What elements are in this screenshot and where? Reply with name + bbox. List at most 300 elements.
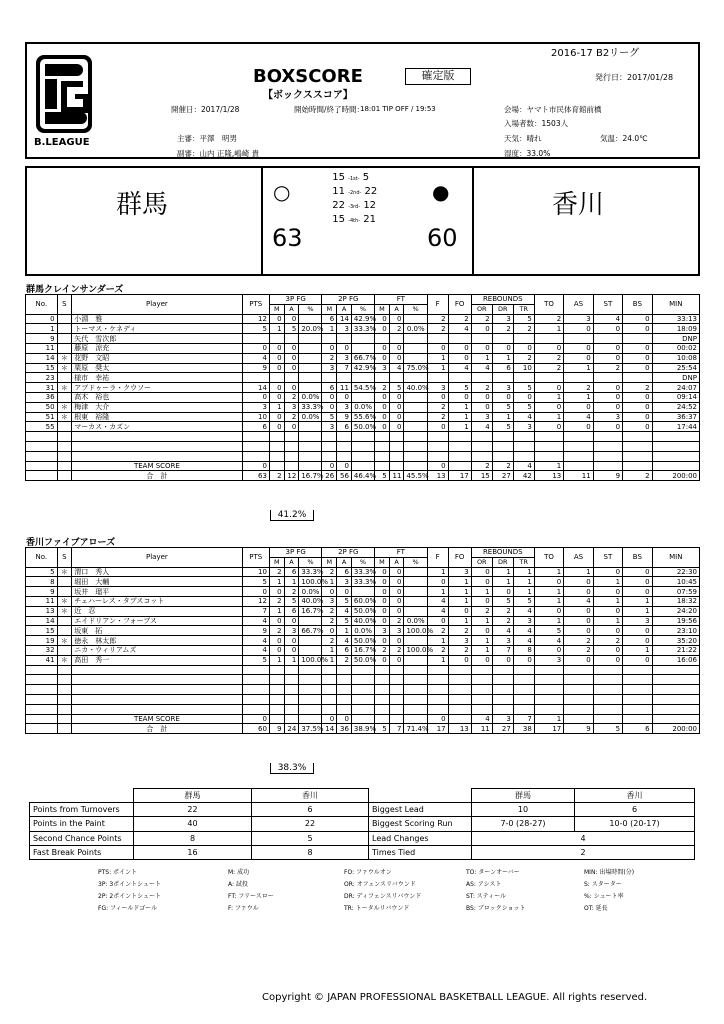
legend-item: 2P: 2ポイントシュート: [98, 893, 162, 900]
table-cell: 7: [242, 606, 269, 616]
table-cell: 0: [427, 714, 448, 724]
table-cell: DNP: [652, 334, 699, 344]
table-cell: [72, 451, 242, 461]
column-subheader: TR: [513, 557, 534, 567]
table-cell: [72, 432, 242, 442]
table-cell: 0: [593, 606, 622, 616]
table-cell: 花野 文昭: [72, 353, 242, 363]
table-cell: マーカス・カズン: [72, 422, 242, 432]
table-cell: 3: [513, 616, 534, 626]
table-cell: 2: [389, 324, 404, 334]
table-cell: 1: [513, 567, 534, 577]
table-cell: 0: [448, 392, 471, 402]
table-cell: 0: [623, 655, 652, 665]
table-cell: [404, 373, 427, 383]
table-cell: [492, 675, 513, 685]
table-cell: 2: [492, 606, 513, 616]
table-cell: 4: [513, 606, 534, 616]
table-cell: 0: [284, 645, 299, 655]
table-cell: 14: [242, 383, 269, 393]
player-row: [26, 616, 700, 626]
table-cell: 3: [389, 626, 404, 636]
table-cell: [351, 587, 374, 597]
total-cell: 38.9%: [351, 724, 374, 734]
home-total-score: 63: [272, 224, 303, 252]
table-cell: [404, 714, 427, 724]
player-row: [26, 402, 700, 412]
table-cell: 矢代 雪次郎: [72, 334, 242, 344]
table-cell: 栗原 奨太: [72, 363, 242, 373]
table-cell: [284, 685, 299, 695]
table-cell: [351, 685, 374, 695]
table-cell: 3: [322, 422, 337, 432]
table-cell: 0: [322, 714, 337, 724]
table-cell: 0: [322, 626, 337, 636]
table-cell: 0: [375, 616, 390, 626]
table-cell: [57, 461, 72, 471]
table-cell: 0: [623, 343, 652, 353]
table-cell: 0: [623, 636, 652, 646]
table-cell: 33:13: [652, 314, 699, 324]
table-cell: [404, 704, 427, 714]
table-cell: TEAM SCORE: [72, 714, 242, 724]
table-cell: [242, 451, 269, 461]
table-cell: 1: [492, 567, 513, 577]
table-cell: [322, 432, 337, 442]
empty-row: [26, 432, 700, 442]
table-cell: 2: [427, 412, 448, 422]
table-cell: [448, 675, 471, 685]
table-cell: [337, 704, 352, 714]
quarter-row: 15 -4th- 21: [332, 214, 377, 225]
summary-table: [29, 788, 695, 860]
table-cell: [448, 704, 471, 714]
table-cell: [492, 373, 513, 383]
table-cell: 0: [389, 655, 404, 665]
table-cell: ニカ・ウィリアムズ: [72, 645, 242, 655]
column-header: FT: [375, 548, 428, 558]
total-cell: 14: [322, 724, 337, 734]
player-row: [26, 422, 700, 432]
table-cell: 10: [513, 363, 534, 373]
total-cell: 9: [564, 724, 593, 734]
table-cell: 1: [322, 577, 337, 587]
table-cell: 0: [593, 587, 622, 597]
table-cell: 0: [593, 626, 622, 636]
table-cell: [375, 665, 390, 675]
column-header: ST: [593, 548, 622, 568]
player-row: [26, 587, 700, 597]
player-row: [26, 655, 700, 665]
table-cell: 0: [284, 636, 299, 646]
table-cell: [448, 685, 471, 695]
table-cell: 54.5%: [351, 383, 374, 393]
table-cell: [26, 441, 58, 451]
column-subheader: DR: [492, 304, 513, 314]
table-cell: [26, 451, 58, 461]
table-cell: [389, 461, 404, 471]
player-row: [26, 577, 700, 587]
table-cell: 3: [242, 402, 269, 412]
table-cell: 0: [623, 412, 652, 422]
table-cell: [269, 334, 284, 344]
table-cell: [471, 334, 492, 344]
table-cell: [404, 577, 427, 587]
table-cell: 2: [375, 383, 390, 393]
table-cell: 3: [337, 577, 352, 587]
table-cell: 1: [534, 616, 563, 626]
table-cell: [623, 704, 652, 714]
table-cell: 1: [593, 596, 622, 606]
table-cell: 6: [492, 363, 513, 373]
table-cell: 3: [534, 655, 563, 665]
table-cell: 4: [242, 616, 269, 626]
table-cell: 14: [337, 314, 352, 324]
legend-item: A: 試投: [228, 881, 248, 888]
table-cell: [471, 665, 492, 675]
table-cell: 3: [492, 383, 513, 393]
table-header-row: [26, 548, 700, 558]
quarter-row: 22 -3rd- 12: [332, 200, 377, 211]
table-cell: [351, 343, 374, 353]
table-cell: [448, 714, 471, 724]
table-cell: 5: [337, 616, 352, 626]
table-cell: 12: [242, 596, 269, 606]
table-cell: 0.0%: [351, 402, 374, 412]
table-cell: [242, 685, 269, 695]
table-cell: [57, 626, 72, 636]
table-cell: [564, 665, 593, 675]
table-cell: [471, 704, 492, 714]
column-header: FT: [375, 295, 428, 305]
table-cell: 0: [375, 606, 390, 616]
total-cell: 13: [427, 471, 448, 481]
table-cell: 24:07: [652, 383, 699, 393]
total-row: [26, 724, 700, 734]
table-cell: 2: [375, 645, 390, 655]
table-cell: [57, 694, 72, 704]
table-cell: 0: [492, 343, 513, 353]
table-cell: 4: [242, 645, 269, 655]
table-cell: 2: [513, 324, 534, 334]
table-cell: [269, 461, 284, 471]
table-cell: 0: [492, 655, 513, 665]
table-cell: [26, 685, 58, 695]
table-cell: 0: [427, 577, 448, 587]
table-cell: [564, 704, 593, 714]
table-cell: 0: [389, 587, 404, 597]
table-cell: 0: [375, 636, 390, 646]
table-cell: [72, 665, 242, 675]
table-cell: [623, 685, 652, 695]
legend-item: FT: フリースロー: [228, 893, 274, 900]
table-cell: 1: [448, 412, 471, 422]
table-cell: 0: [564, 343, 593, 353]
table-cell: [337, 675, 352, 685]
table-cell: [242, 441, 269, 451]
table-cell: ＊: [57, 383, 72, 393]
table-cell: 0: [389, 636, 404, 646]
table-cell: 0: [623, 363, 652, 373]
table-cell: 51: [26, 412, 58, 422]
table-cell: 32: [26, 645, 58, 655]
table-cell: 11: [26, 343, 58, 353]
table-cell: 1: [492, 577, 513, 587]
table-cell: 1: [448, 422, 471, 432]
table-cell: 3: [492, 714, 513, 724]
table-cell: 15: [26, 363, 58, 373]
table-cell: 2: [427, 314, 448, 324]
away-team-name: 香川: [552, 190, 605, 220]
total-cell: 27: [492, 471, 513, 481]
table-cell: 5: [448, 383, 471, 393]
table-cell: 6: [322, 314, 337, 324]
sub-referee: 副審：山内 正隆,嶋崎 貴: [177, 149, 260, 158]
table-cell: 渭口 秀人: [72, 567, 242, 577]
table-cell: 2: [322, 606, 337, 616]
table-cell: 24:20: [652, 606, 699, 616]
table-cell: 0: [269, 363, 284, 373]
table-cell: [389, 451, 404, 461]
table-cell: 2: [534, 314, 563, 324]
total-cell: 12: [284, 471, 299, 481]
table-cell: 2: [564, 383, 593, 393]
column-header: AS: [564, 548, 593, 568]
away-boxscore-table: [25, 547, 700, 734]
column-subheader: DR: [492, 557, 513, 567]
table-cell: [269, 685, 284, 695]
table-cell: 3: [427, 383, 448, 393]
total-cell: 6: [623, 724, 652, 734]
column-header: No.: [26, 295, 58, 315]
table-cell: [375, 441, 390, 451]
table-cell: 0: [534, 577, 563, 587]
empty-row: [26, 685, 700, 695]
table-cell: [351, 714, 374, 724]
table-cell: [564, 675, 593, 685]
table-cell: [269, 704, 284, 714]
table-cell: [72, 704, 242, 714]
table-cell: 0: [269, 645, 284, 655]
table-cell: [351, 451, 374, 461]
table-cell: [593, 665, 622, 675]
table-cell: 0: [322, 587, 337, 597]
table-cell: ＊: [57, 363, 72, 373]
table-cell: [351, 665, 374, 675]
table-cell: [57, 675, 72, 685]
table-cell: 1: [284, 577, 299, 587]
table-cell: [404, 392, 427, 402]
table-cell: 0: [284, 353, 299, 363]
table-cell: 0: [534, 422, 563, 432]
table-cell: 5: [284, 596, 299, 606]
table-cell: 6: [284, 606, 299, 616]
table-cell: [471, 694, 492, 704]
table-cell: 1: [448, 596, 471, 606]
table-cell: [26, 432, 58, 442]
table-cell: 1: [448, 616, 471, 626]
table-cell: 4: [513, 461, 534, 471]
table-cell: 24:52: [652, 402, 699, 412]
table-cell: 0: [564, 353, 593, 363]
column-subheader: TR: [513, 304, 534, 314]
table-cell: [299, 461, 322, 471]
table-cell: 9: [26, 587, 58, 597]
table-cell: ＊: [57, 655, 72, 665]
table-cell: 3: [375, 626, 390, 636]
table-cell: 18:09: [652, 324, 699, 334]
table-cell: 4: [337, 606, 352, 616]
table-cell: 0: [284, 363, 299, 373]
table-cell: 5: [492, 402, 513, 412]
column-header: TO: [534, 295, 563, 315]
column-subheader: %: [351, 557, 374, 567]
table-cell: 50.0%: [351, 606, 374, 616]
table-cell: [404, 655, 427, 665]
table-cell: 0: [389, 402, 404, 412]
table-cell: 1: [269, 606, 284, 616]
table-cell: 1: [269, 577, 284, 587]
table-cell: [57, 724, 72, 734]
total-label: 合 計: [72, 724, 242, 734]
table-cell: [57, 665, 72, 675]
table-cell: 42.9%: [351, 363, 374, 373]
table-cell: [623, 675, 652, 685]
table-cell: [269, 675, 284, 685]
table-cell: [404, 353, 427, 363]
page-title: BOXSCORE: [253, 66, 363, 87]
column-header: BS: [623, 548, 652, 568]
table-cell: 3: [593, 412, 622, 422]
table-cell: 5: [242, 655, 269, 665]
table-cell: 10: [242, 412, 269, 422]
table-cell: [404, 334, 427, 344]
table-cell: 8: [26, 577, 58, 587]
table-cell: 6: [322, 383, 337, 393]
game-date: 開催日：2017/1/28: [171, 105, 240, 114]
table-cell: 2: [471, 314, 492, 324]
table-cell: 0: [242, 714, 269, 724]
table-cell: 0: [471, 626, 492, 636]
table-cell: [652, 675, 699, 685]
total-cell: 2: [269, 471, 284, 481]
column-subheader: %: [299, 557, 322, 567]
table-cell: 2: [593, 636, 622, 646]
table-cell: [389, 694, 404, 704]
table-cell: 9: [242, 626, 269, 636]
table-cell: [351, 461, 374, 471]
total-cell: 11: [564, 471, 593, 481]
table-cell: 4: [534, 636, 563, 646]
table-cell: [404, 412, 427, 422]
table-cell: 40.0%: [299, 596, 322, 606]
legend-item: OT: 延長: [584, 905, 608, 912]
table-cell: [404, 567, 427, 577]
table-cell: 0: [593, 402, 622, 412]
table-cell: [652, 461, 699, 471]
table-cell: 0: [471, 402, 492, 412]
table-cell: [652, 441, 699, 451]
table-cell: 1: [269, 324, 284, 334]
table-cell: 00:02: [652, 343, 699, 353]
table-cell: 0: [242, 461, 269, 471]
table-cell: ＊: [57, 402, 72, 412]
table-cell: 0: [623, 422, 652, 432]
table-cell: [299, 363, 322, 373]
table-cell: アブドゥーラ・クウソー: [72, 383, 242, 393]
column-subheader: A: [284, 557, 299, 567]
empty-row: [26, 451, 700, 461]
table-cell: [299, 422, 322, 432]
venue: 会場：ヤマト市民体育館前橋: [504, 105, 602, 114]
table-cell: [26, 714, 58, 724]
column-header: MIN: [652, 295, 699, 315]
win-mark-icon: ○: [273, 180, 291, 204]
table-cell: [513, 665, 534, 675]
table-cell: 5: [492, 596, 513, 606]
table-cell: 0: [623, 567, 652, 577]
table-cell: 4: [427, 596, 448, 606]
table-cell: [337, 451, 352, 461]
table-cell: 0: [593, 422, 622, 432]
player-row: [26, 645, 700, 655]
table-cell: [242, 665, 269, 675]
table-cell: [652, 665, 699, 675]
table-cell: 0: [593, 392, 622, 402]
table-cell: [448, 432, 471, 442]
column-header: 3P FG: [269, 548, 322, 558]
player-row: [26, 363, 700, 373]
table-cell: 1: [513, 587, 534, 597]
player-row: [26, 353, 700, 363]
table-cell: [534, 694, 563, 704]
column-subheader: OR: [471, 304, 492, 314]
table-cell: [389, 665, 404, 675]
table-cell: [322, 694, 337, 704]
summary-row: Second Chance Points 8 5 Lead Changes 4: [30, 831, 695, 845]
table-cell: 36:37: [652, 412, 699, 422]
legend-item: S: スターター: [584, 881, 622, 888]
table-cell: 0: [269, 383, 284, 393]
table-cell: [471, 451, 492, 461]
table-cell: [57, 685, 72, 695]
column-header: S: [57, 295, 72, 315]
table-cell: 0: [389, 392, 404, 402]
table-cell: 0: [375, 343, 390, 353]
table-cell: 0: [375, 422, 390, 432]
player-row: [26, 567, 700, 577]
table-cell: [427, 334, 448, 344]
quarter-row: 11 -2nd- 22: [332, 186, 378, 197]
table-cell: 23: [26, 373, 58, 383]
table-cell: 66.7%: [351, 353, 374, 363]
total-cell: 56: [337, 471, 352, 481]
column-header: REBOUNDS: [471, 295, 534, 305]
column-header: F: [427, 548, 448, 568]
table-cell: 0: [593, 645, 622, 655]
player-row: [26, 636, 700, 646]
table-cell: 07:59: [652, 587, 699, 597]
table-cell: [593, 714, 622, 724]
table-cell: 1: [534, 461, 563, 471]
quarter-scores: [327, 172, 407, 228]
table-cell: 0: [448, 655, 471, 665]
table-cell: 5: [513, 402, 534, 412]
issued-date: 発行日：2017/01/28: [595, 73, 674, 82]
column-subheader: M: [322, 557, 337, 567]
table-cell: [269, 373, 284, 383]
table-cell: 0: [389, 412, 404, 422]
